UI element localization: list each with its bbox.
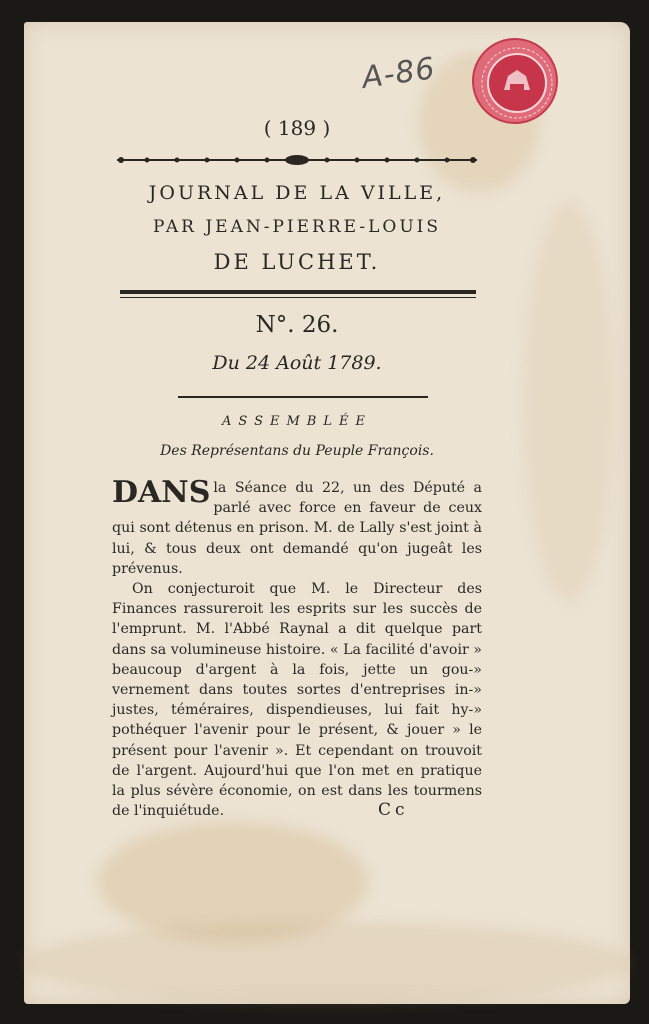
date-rule [178,396,428,398]
issue-date: Du 24 Août 1789. [212,352,382,374]
paragraph-1: DANS la Séance du 22, un des Député a parlé avec force en faveur de ceux qui sont détenus en prison. M. de Lally s'est joint à lui, & tous deux ont demandé qu'on jugeât les prévenus. [112,475,482,577]
article-body [112,475,482,821]
paragraph-2: On conjecturoit que M. le Directeur des Finances rassureroit les esprits sur les succès de l'emprunt. M. l'Abbé Raynal a dit quelque part dans sa volumineuse histoire. « La facilité d'avoir » beaucoup d'argent à la fois, jette un gou-» vernement dans toutes sortes d'entreprises in-» justes, téméraires, dispendieuses, lui fait hy-» pothéquer l'avenir pour le présent, & jouer » le présent pour l'avenir ». Et cependant on trouvoit de l'argent. Aujourd'hui que l'on met en pratique la plus sévère économie, on est dans les tourmens de l'inquiétude. [112,581,482,820]
water-stain [24,922,630,1004]
title-rule-thin [120,297,476,298]
issue-number: N°. 26. [255,312,339,338]
library-stamp [472,38,558,124]
title-rule [120,290,476,294]
page-number: ( 189 ) [263,116,331,140]
drop-cap: DANS [112,475,211,510]
ornament-divider [117,153,477,167]
journal-author-surname: DE LUCHET. [213,250,381,274]
section-subheading: Des Représentans du Peuple François. [160,443,434,459]
journal-title: JOURNAL DE LA VILLE, [148,182,446,204]
section-heading: ASSEMBLÉE [222,414,372,429]
signature-mark: Cc [378,800,409,820]
water-stain [524,202,614,602]
journal-author-line: PAR JEAN-PIERRE-LOUIS [152,217,442,237]
shelfmark-annotation: A-86 [359,51,438,96]
